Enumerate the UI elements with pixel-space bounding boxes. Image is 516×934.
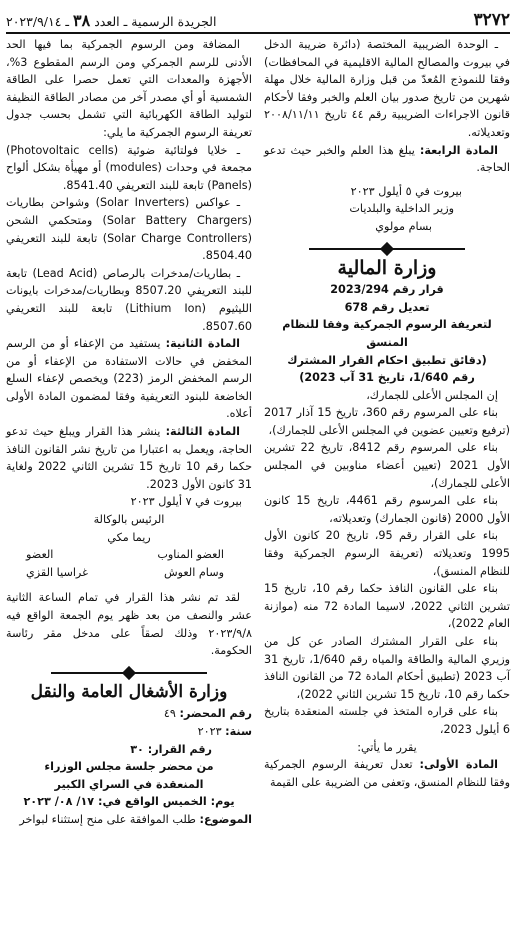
signature-name: بسام مولوي — [375, 219, 432, 233]
article-4: المادة الرابعة: يبلغ هذا العلم والخبر حيث تدعو الحاجة. — [264, 143, 510, 175]
council-intro: إن المجلس الأعلى للجمارك، — [366, 388, 498, 402]
signature-title: وزير الداخلية والبلديات — [349, 202, 454, 216]
alt-member-title: العضو المناوب — [157, 548, 224, 562]
article-3: المادة الثالثة: ينشر هذا القرار ويبلغ حيث تدعو الحاجة، ويعمل به اعتبارا من تاريخ نشر القانون النافذ حكما رقم 10 تاريخ 15 تشرين الثاني 2022 ولغاية 31 كانون الأول 2023. — [6, 425, 252, 491]
minutes-line-1: من محضر جلسة مجلس الوزراء — [44, 760, 214, 774]
publication-note: لقد تم نشر هذا القرار في تمام الساعة الثانية عشر والنصف من بعد ظهر يوم الجمعة الواقع فيه ٢٠٢٣/٩/٨ وذلك لصقاً على مدخل مقر رئاسة الحكومة. — [6, 591, 252, 658]
decision-subject-2: (دقائق تطبيق احكام القرار المشترك — [287, 353, 487, 367]
right-column — [264, 36, 510, 791]
exemption-paragraph: المضافة ومن الرسوم الجمركية بما فيها الحد الأدنى للرسم الجمركي ومن الرسم المقطوع 3%، الأجهزة والمعدات التي تعمل حصرا على الطاقة الشمسية أو أي مصدر آخر من مصادر الطاقة النظيفة لتوليد الطاقة الكهربائية التي تشمل بحسب جدول تعريفة الرسوم الجمركية ما يلي: — [6, 38, 252, 139]
issue-number: ٣٨ — [73, 11, 91, 30]
gazette-name: الجريدة الرسمية ـ العدد — [94, 14, 217, 29]
record-number: رقم المحضر: ٤٩ — [163, 707, 252, 721]
council-president-title: الرئيس بالوكالة — [93, 513, 165, 527]
article-2: المادة الثانية: يستفيد من الإعفاء أو من الرسم المخفض في حالات الاستفادة من الإعفاء أو من الرسم المخفض الرمز (223) ويخصص لإعفاء السلع الخاضعة للبنود التعريفية وفقا لمضمون المادة الأولى أعلاه. — [6, 337, 252, 421]
members-name-row — [6, 564, 252, 582]
gazette-title — [6, 11, 216, 30]
recital-2: بناء على المرسوم رقم 8412، تاريخ 22 تشرين الأول 2021 (تعيين أعضاء مناوبين في المجلس الأعلى للجمارك)، — [264, 441, 510, 490]
member-name: غراسيا القزي — [26, 565, 88, 579]
members-title-row — [6, 546, 252, 564]
record-year: سنة: ٢٠٢٣ — [197, 724, 252, 738]
member-title: العضو — [26, 548, 54, 562]
section-divider-2 — [6, 668, 252, 678]
alt-member-name: وسام العوش — [163, 565, 224, 579]
subject-line: الموضوع: طلب الموافقة على منح إستثناء لبواخر — [19, 812, 252, 826]
issue-date: ـ ٢٠٢٣/٩/١٤ — [6, 14, 70, 29]
section-divider — [264, 244, 510, 254]
recital-4: بناء على القرار رقم 95، تاريخ 20 كانون الأول 1995 وتعديلاته (تعريفة الرسوم الجمركية وفقا للنظام المنسق)، — [264, 529, 510, 578]
minutes-line-2: المنعقدة في السراي الكبير — [54, 777, 204, 791]
minutes-line-3: يوم: الخميس الواقع في: ١٧/ ٠٨/ ٢٠٢٣ — [23, 795, 235, 809]
gazette-page — [6, 4, 510, 930]
ministry-finance-title: وزارة المالية — [337, 256, 437, 279]
decides-line: يقرر ما يأتي: — [357, 740, 417, 754]
recital-5: بناء على القانون النافذ حكما رقم 10، تاريخ 15 تشرين الثاني 2022، لاسيما المادة 72 منه (موازنة العام 2022)، — [264, 582, 510, 631]
article-1: المادة الأولى: تعدل تعريفة الرسوم الجمركية وفقا للنظام المنسق، وتعفى من الضريبة على القيمة — [264, 758, 510, 789]
tax-unit-paragraph: ـ الوحدة الضريبية المختصة (دائرة ضريبة الدخل في بيروت والمصالح المالية الاقليمية في المحافظات) وفقا للنموذج المُعدّ من قبل وزارة المالية خلال مهلة شهرين من تاريخ صدور بيان العلم والخبر وفقا لأحكام قانون الاجراءات الضريبية رقم ٤٤ تاريخ ٢٠٠٨/١١/١١ وتعديلاته. — [264, 38, 510, 139]
signature-date: بيروت في ٥ أيلول ٢٠٢٣ — [350, 184, 462, 198]
recital-7: بناء على قراره المتخذ في جلسته المنعقدة بتاريخ 6 أيلول 2023، — [264, 705, 510, 736]
page-number: ٣٢٧٢ — [473, 10, 510, 30]
item-batteries: ـ بطاريات/مدخرات بالرصاص (Lead Acid) تابعة للبند التعريفي 8507.20 وبطاريات/مدخرات بايونات الليثيوم (Lithium Ion) تابعة للبند التعريفي 8507.60. — [6, 266, 252, 333]
council-signature-date: بيروت في ٧ أيلول ٢٠٢٣ — [130, 495, 242, 509]
decision-number-2: رقم القرار: ٣٠ — [130, 742, 212, 756]
decision-number: قرار رقم 2023/294 — [330, 283, 444, 297]
ministry-public-works-title: وزارة الأشغال العامة والنقل — [30, 681, 228, 702]
decision-subject-1: لتعريفة الرسوم الجمركية وفقا للنظام المنسق — [282, 318, 492, 349]
recital-3: بناء على المرسوم رقم 4461، تاريخ 15 كانون الأول 2000 (قانون الجمارك) وتعديلاته، — [264, 494, 510, 525]
council-president-name: ريما مكي — [107, 530, 151, 544]
item-inverters: ـ عواكس (Solar Inverters) وشواحن بطاريات (Solar Battery Chargers) ومتحكمي الشحن (Solar Charge Controllers) تابعة للبند التعريفي 8504.40. — [6, 196, 252, 263]
recital-6: بناء على القرار المشترك الصادر عن كل من وزيري المالية والطاقة والمياه رقم 1/640، تاريخ 31 آب 2023 (تطبيق أحكام المادة 72 من القانون النافذ حكما رقم 10، تاريخ 15 تشرين الثاني 2022)، — [264, 635, 510, 701]
decision-subject-3: رقم 1/640، تاريخ 31 آب 2023) — [299, 371, 475, 385]
page-header — [6, 4, 510, 34]
amendment-number: تعديل رقم 678 — [344, 300, 430, 314]
left-column — [6, 36, 252, 829]
item-photovoltaic: ـ خلايا فولتائية ضوئية (Photovoltaic cells) مجمعة في وحدات (modules) أو مهيأة بشكل ألواح (Panels) تابعة للبند التعريفي 8541.40. — [6, 143, 252, 192]
recital-1: بناء على المرسوم رقم 360، تاريخ 15 آذار 2017 (ترفيع وتعيين عضوين في المجلس الأعلى للجمارك)، — [264, 406, 510, 437]
